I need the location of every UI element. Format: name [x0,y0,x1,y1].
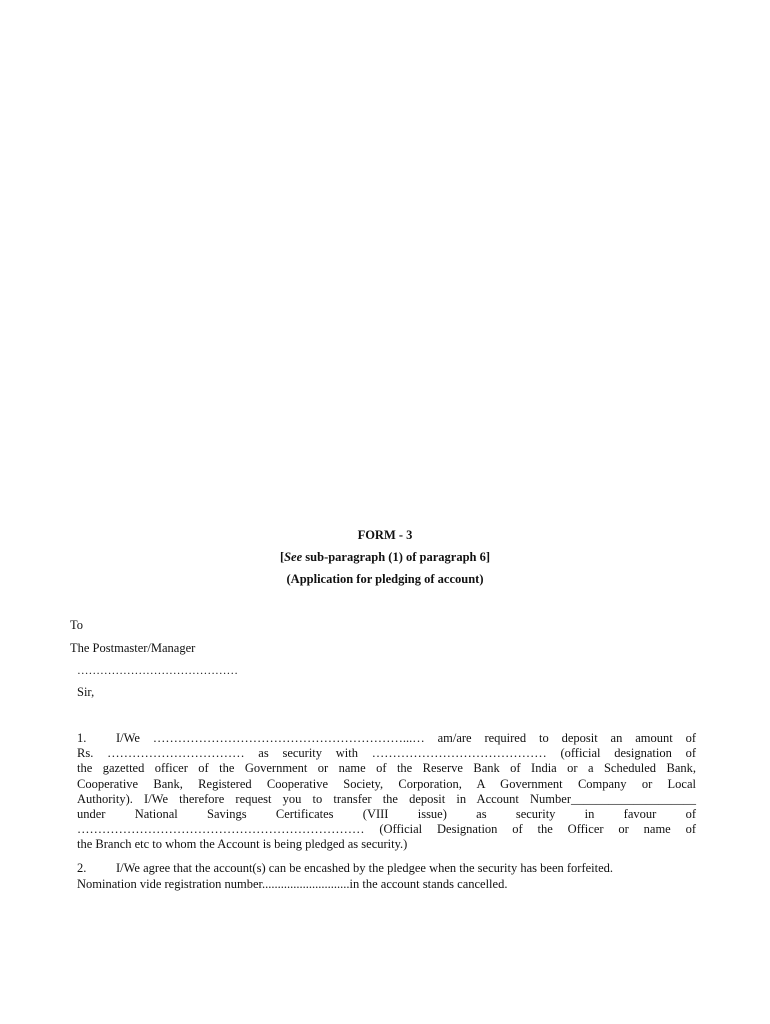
paragraph-1-line-6: under National Savings Certificates (VIII issue) as security in favour of [77,807,696,822]
paragraph-1-line-1-text: I/We ……………………………………………………...… am/are required to deposit an amount of [116,731,696,745]
paragraph-2-line-1-text: I/We agree that the account(s) can be encashed by the pledgee when the security has been forfeited. [116,861,614,875]
paragraph-1-line-7: …………………………………………………………… (Official Designation of the Officer or name of [77,822,696,837]
reference-text: sub-paragraph (1) of paragraph 6] [302,550,491,564]
paragraph-1-number: 1. [77,731,87,745]
form-subtitle: (Application for pledging of account) [286,572,484,586]
paragraph-1-line-2: Rs. …………………………… as security with …………………………………… (official designation of [77,746,696,761]
address-to: To [70,618,84,632]
reference-open-bracket: [ [279,550,285,564]
paragraph-2 [77,861,707,892]
paragraph-1-line-5: Authority). I/We therefore request you to transfer the deposit in Account Number____________________ [77,791,696,806]
paragraph-2-line-1 [77,861,707,877]
form-reference [0,549,770,565]
reference-see: See [284,550,303,564]
salutation: Sir, [77,685,95,699]
paragraph-1-line-8: the Branch etc to whom the Account is being pledged as security.) [77,837,408,852]
form-title: FORM - 3 [357,528,413,542]
paragraph-1-line-4: Cooperative Bank, Registered Cooperative Society, Corporation, A Government Company or Local [77,776,696,791]
paragraph-1-line-3: the gazetted officer of the Government or name of the Reserve Bank of India or a Scheduled Bank, [77,761,696,776]
paragraph-1-line-1 [77,731,696,746]
paragraph-2-line-2: Nomination vide registration number............................in the account stands cancelled. [77,876,508,891]
paragraph-2-number: 2. [77,861,87,875]
paragraph-1 [77,731,696,853]
address-branch-blank: …………………………………… [77,665,238,677]
address-recipient: The Postmaster/Manager [70,641,196,655]
